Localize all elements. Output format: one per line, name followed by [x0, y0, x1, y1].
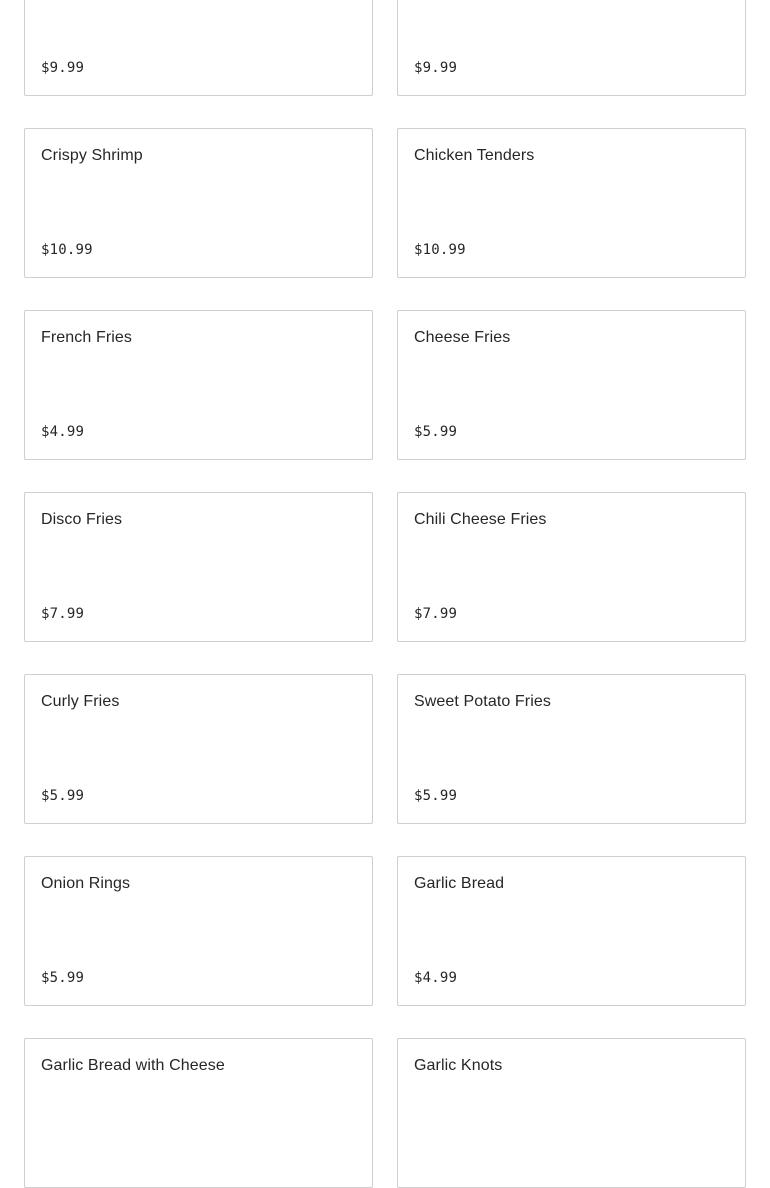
menu-item-price: $5.99 [41, 970, 85, 986]
menu-item-price: $7.99 [414, 606, 458, 622]
menu-item-card[interactable] [397, 674, 746, 824]
menu-item-card[interactable] [397, 0, 746, 96]
menu-item-card[interactable] [397, 856, 746, 1006]
menu-item-grid [24, 0, 746, 1188]
menu-item-name: Onion Rings [41, 875, 131, 892]
menu-item-card[interactable] [24, 674, 373, 824]
menu-item-card[interactable] [397, 1038, 746, 1188]
menu-item-name: Garlic Bread [414, 875, 505, 892]
menu-item-card[interactable] [397, 310, 746, 460]
menu-item-price: $10.99 [414, 242, 466, 258]
menu-item-card[interactable] [24, 1038, 373, 1188]
menu-item-name: French Fries [41, 329, 132, 346]
menu-item-price: $9.99 [414, 60, 458, 76]
menu-item-name: Garlic Knots [414, 1057, 503, 1074]
menu-item-card[interactable] [24, 128, 373, 278]
menu-item-name: Chili Cheese Fries [414, 511, 547, 528]
menu-item-card[interactable] [24, 0, 373, 96]
menu-item-price: $5.99 [41, 788, 85, 804]
menu-item-name: Sweet Potato Fries [414, 693, 551, 710]
menu-item-name: Disco Fries [41, 511, 123, 528]
menu-item-name: Garlic Bread with Cheese [41, 1057, 225, 1074]
menu-item-price: $4.99 [41, 424, 85, 440]
menu-item-card[interactable] [24, 492, 373, 642]
menu-item-price: $4.99 [414, 970, 458, 986]
menu-item-price: $10.99 [41, 242, 93, 258]
menu-item-name: Chicken Tenders [414, 147, 535, 164]
menu-item-card[interactable] [24, 856, 373, 1006]
menu-item-price: $7.99 [41, 606, 85, 622]
menu-item-card[interactable] [397, 128, 746, 278]
menu-item-name: Cheese Fries [414, 329, 511, 346]
menu-item-card[interactable] [24, 310, 373, 460]
menu-item-card[interactable] [397, 492, 746, 642]
menu-item-name: Curly Fries [41, 693, 120, 710]
menu-item-price: $9.99 [41, 60, 85, 76]
menu-item-price: $5.99 [414, 424, 458, 440]
menu-item-name: Crispy Shrimp [41, 147, 143, 164]
menu-item-price: $5.99 [414, 788, 458, 804]
